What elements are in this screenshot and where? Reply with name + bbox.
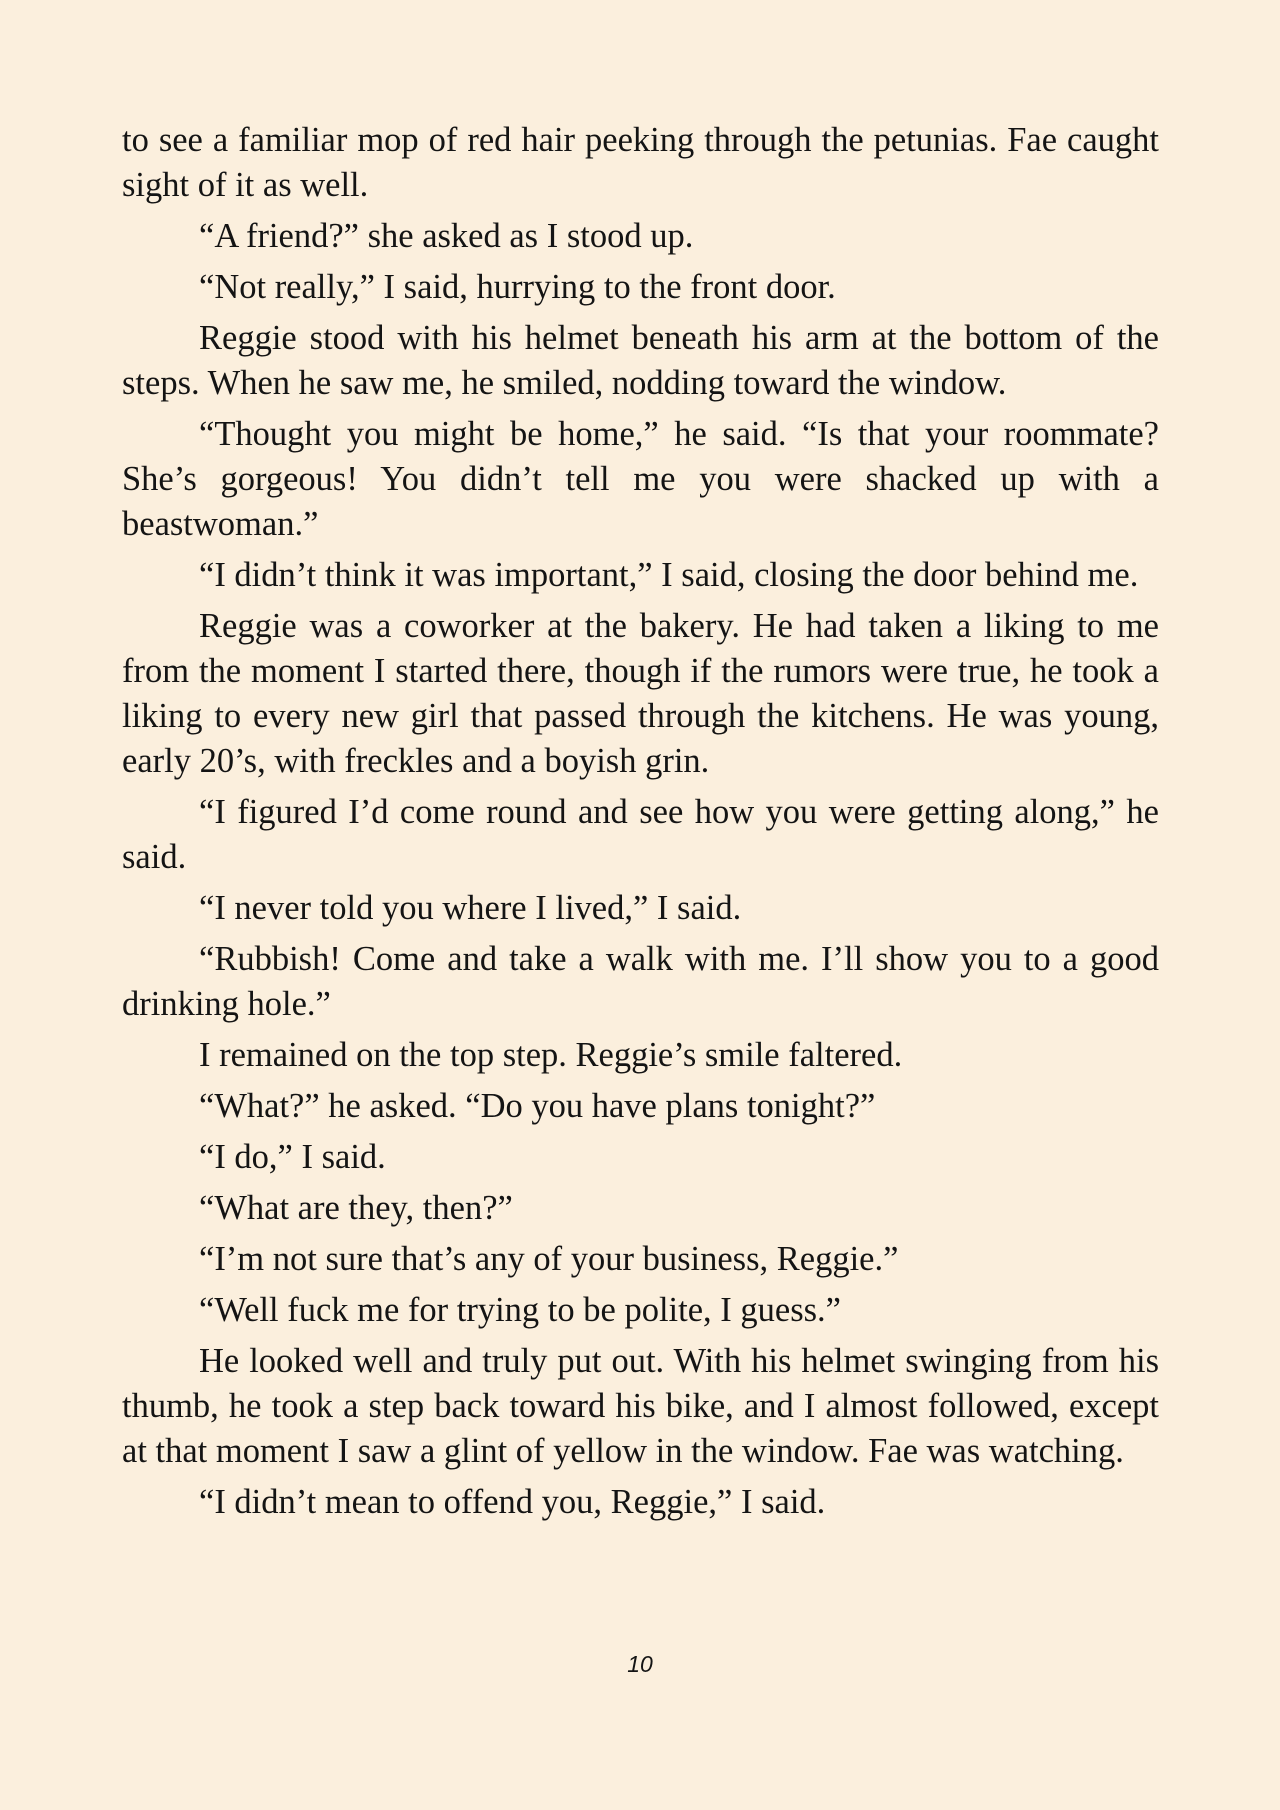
paragraph: He looked well and truly put out. With his helmet swinging from his thumb, he took a step back toward his bike, and I almost followed, except at that moment I saw a glint of yellow in the window. Fae was watching.	[122, 1342, 1159, 1470]
paragraph: I remained on the top step. Reggie’s smile faltered.	[199, 1036, 903, 1074]
paragraph: “I didn’t mean to offend you, Reggie,” I said.	[199, 1483, 826, 1521]
paragraph: “I figured I’d come round and see how you were getting along,” he said.	[122, 793, 1159, 876]
paragraph: “I’m not sure that’s any of your business, Reggie.”	[199, 1240, 899, 1278]
paragraph: “A friend?” she asked as I stood up.	[199, 217, 694, 255]
paragraph: “Well fuck me for trying to be polite, I guess.”	[199, 1291, 841, 1329]
paragraph: Reggie stood with his helmet beneath his arm at the bottom of the steps. When he saw me, he smiled, nodding toward the window.	[122, 319, 1159, 402]
paragraph: “Thought you might be home,” he said. “Is that your roommate? She’s gorgeous! You didn’t tell me you were shacked up with a beastwoman.”	[122, 415, 1159, 543]
paragraph: “I never told you where I lived,” I said.	[199, 889, 742, 927]
paragraph: “I didn’t think it was important,” I said, closing the door behind me.	[199, 556, 1139, 594]
paragraph: “I do,” I said.	[199, 1138, 386, 1176]
paragraph: “Not really,” I said, hurrying to the front door.	[199, 268, 836, 306]
paragraph: “Rubbish! Come and take a walk with me. I’ll show you to a good drinking hole.”	[122, 940, 1159, 1023]
paragraph: to see a familiar mop of red hair peeking through the petunias. Fae caught sight of it as well.	[122, 121, 1159, 204]
paragraph: “What are they, then?”	[199, 1189, 513, 1227]
paragraph: Reggie was a coworker at the bakery. He had taken a liking to me from the moment I started there, though if the rumors were true, he took a liking to every new girl that passed through the kitchens. He was young, early 20’s, with freckles and a boyish grin.	[122, 607, 1159, 780]
body-text	[122, 118, 1159, 1531]
paragraph: “What?” he asked. “Do you have plans tonight?”	[199, 1087, 876, 1125]
page-number: 10	[627, 1651, 653, 1677]
